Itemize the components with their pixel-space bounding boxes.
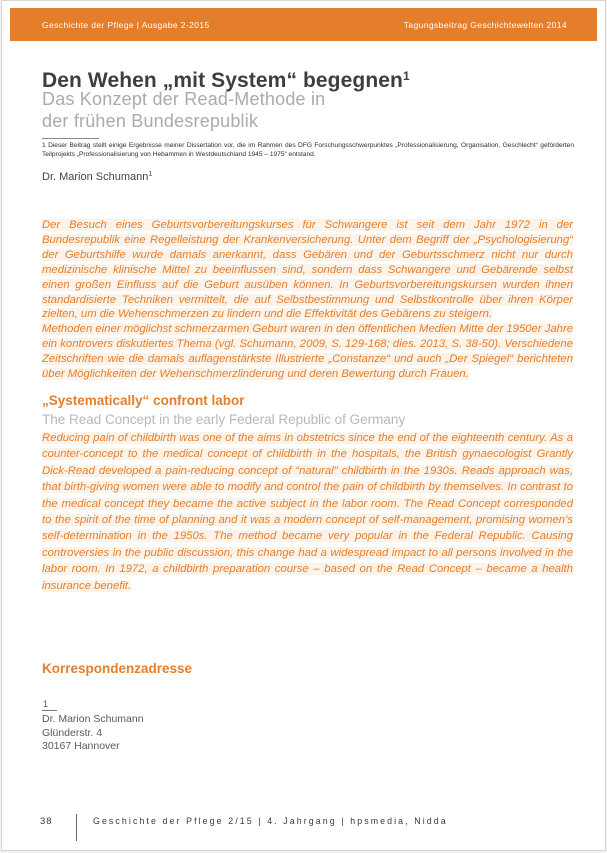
header-bar [10, 8, 597, 41]
footer-journal-info: Geschichte der Pflege 2/15 | 4. Jahrgang | hpsmedia, Nidda [93, 816, 448, 826]
abstract-german-paragraph-2 [42, 322, 573, 382]
correspondence-street: Glünderstr. 4 [42, 726, 103, 739]
author-line [42, 171, 442, 183]
abstract-english-paragraph [42, 430, 573, 594]
header-article-category: Tagungsbeitrag Geschichtewelten 2014 [403, 19, 567, 30]
page-footer [40, 814, 448, 841]
correspondence-footnote-ref: 1 [42, 699, 57, 711]
correspondence-heading: Korrespondenzadresse [42, 661, 193, 676]
abstract-german [42, 218, 573, 382]
abstract-english-text: Reducing pain of childbirth was one of the aims in obstetrics since the end of the eighteenth century. As a counter-concept to the medical concept of childbirth in the hospitals, the British gynaecologist Grantly Dick-Read developed a pain-reducing concept of “natural” childbirth in the 1930s. Reads approach was, that birth-giving women were able to modify and control the pain of childbirth by themselves. In contrast to the medical concept they became the active subject in the labor room. The Read Concept corresponded to the spirit of the time of planning and it was a modern concept of self-management, promising women’s self-determination in the 1950s. The method became very popular in the Federal Republic. Causing controversies in the public discussion, this change had a widespread impact to all persons involved in the labor room. In 1972, a childbirth preparation course – based on the Read Concept – became a health insurance benefit. [42, 432, 573, 592]
correspondence-address [42, 713, 342, 754]
abstract-german-paragraph-2-text: Methoden einer möglichst schmerzarmen Geburt waren in den öffentlichen Medien Mitte der 1950er Jahre ein kontrovers diskutiertes Thema (vgl. Schumann, 2009, S. 129-168; dies. 2013, S. 38-50). Verschiedene Zeitschriften wie die damals auflagenstärkste Illustrierte „Constanze“ und auch „Der Spiegel“ berichteten über Möglichkeiten der Wehenschmerzlinderung und deren Bewertung durch Frauen. [42, 323, 573, 381]
title-footnote-text: 1 Dieser Beitrag stellt einige Ergebnisse meiner Dissertation vor, die im Rahmen des DFG Forschungsschwerpunktes „Professionalisierung, Organisation, Geschlecht“ geförderten Teilprojekts „Professionalisierung von Hebammen in Westdeutschland 1945 – 1975“ entstand. [42, 142, 574, 158]
page-number: 38 [40, 816, 53, 827]
abstract-german-paragraph-1-text: Der Besuch eines Geburtsvorbereitungskurses für Schwangere ist seit dem Jahr 1972 in der Bundesrepublik eine Regelleistung der Krankenversicherung. Unter dem Begriff der „Psychologisierung“ der Geburtshilfe wurde damals anerkannt, dass Gebären und der Geburtsschmerz nicht nur durch medizinische klinische Mittel zu beeinflussen sind, sondern dass Schwangere und Gebärende selbst einen großen Einfluss auf die Geburt ausüben können. In Geburtsvorbereitungskursen wurden ihnen standardisierte Techniken vermittelt, die auf Selbstbestimmung und Selbstkontrolle über ihren Körper zielten, um die Wehenschmerzen zu lindern und die Effektivität des Gebärens zu steigern. [42, 219, 573, 321]
article-title-text: Den Wehen „mit System“ begegnen [42, 69, 403, 93]
correspondence-name: Dr. Marion Schumann [42, 713, 144, 725]
author-name: Dr. Marion Schumann [42, 171, 149, 183]
article-subtitle [42, 89, 582, 132]
journal-page [1, 0, 606, 851]
article-subtitle-line2: der frühen Bundesrepublik [42, 110, 259, 131]
abstract-english [42, 430, 573, 594]
footnote-divider [42, 138, 99, 139]
footer-divider [76, 814, 77, 841]
correspondence-city: 30167 Hannover [42, 740, 120, 752]
article-subtitle-line1: Das Konzept der Read-Methode in [42, 89, 326, 109]
author-footnote-ref: 1 [148, 171, 153, 178]
english-section-heading: „Systematically“ confront labor [42, 393, 245, 408]
header-journal-issue: Geschichte der Pflege | Ausgabe 2-2015 [42, 19, 210, 30]
title-footnote-ref: 1 [402, 69, 410, 84]
english-section-subheading: The Read Concept in the early Federal Republic of Germany [42, 412, 406, 427]
abstract-german-paragraph-1 [42, 218, 573, 322]
